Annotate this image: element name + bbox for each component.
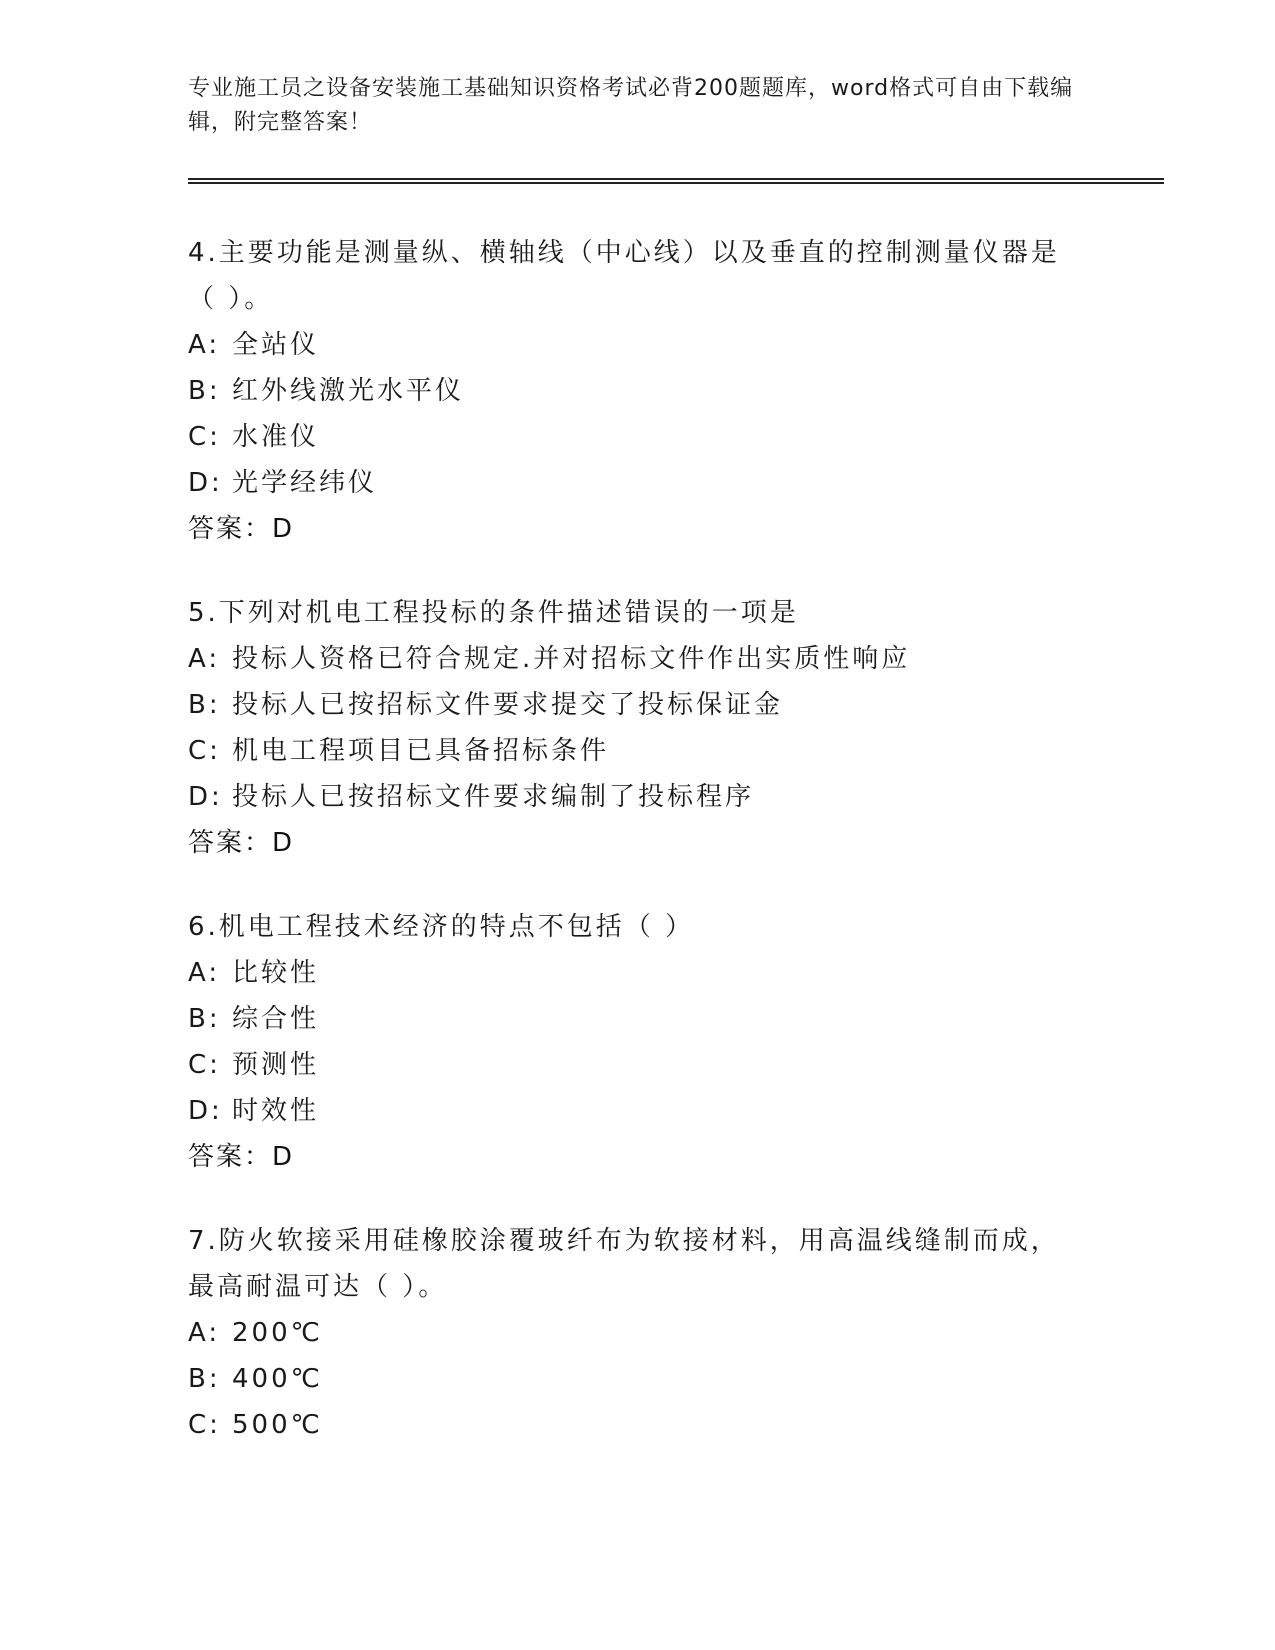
option-text: 综合性	[232, 1004, 320, 1034]
option-key: A:	[188, 644, 221, 674]
option-b	[188, 996, 1088, 1042]
option-c	[188, 1402, 1088, 1448]
option-text: 红外线激光水平仪	[232, 376, 465, 406]
question-4	[188, 230, 1088, 552]
question-stem: 5.下列对机电工程投标的条件描述错误的一项是	[188, 598, 799, 628]
option-text: 投标人已按招标文件要求编制了投标程序	[232, 782, 755, 812]
question-6	[188, 904, 1088, 1180]
option-text: 预测性	[232, 1050, 320, 1080]
option-key: C:	[188, 736, 221, 766]
option-text: 投标人资格已符合规定.并对招标文件作出实质性响应	[232, 644, 911, 674]
option-text: 200℃	[232, 1318, 323, 1348]
option-text: 时效性	[232, 1096, 320, 1126]
option-key: B:	[188, 1364, 221, 1394]
option-text: 机电工程项目已具备招标条件	[232, 736, 610, 766]
answer-line: 答案：D	[188, 514, 295, 544]
option-key: A:	[188, 330, 221, 360]
option-b	[188, 1356, 1088, 1402]
document-header: 专业施工员之设备安装施工基础知识资格考试必背200题题库，word格式可自由下载编辑，附完整答案！	[188, 76, 1074, 135]
option-d	[188, 460, 1088, 506]
header-divider	[188, 178, 1164, 184]
option-key: C:	[188, 1050, 221, 1080]
question-5	[188, 590, 1088, 866]
question-7	[188, 1218, 1088, 1448]
option-key: B:	[188, 690, 221, 720]
option-key: A:	[188, 1318, 221, 1348]
option-text: 比较性	[232, 958, 320, 988]
option-a	[188, 322, 1088, 368]
option-text: 水准仪	[232, 422, 320, 452]
option-a	[188, 950, 1088, 996]
option-key: D:	[188, 468, 223, 498]
option-c	[188, 728, 1088, 774]
option-b	[188, 682, 1088, 728]
question-stem: 4.主要功能是测量纵、横轴线（中心线）以及垂直的控制测量仪器是（ ）。	[188, 238, 1060, 314]
option-key: D:	[188, 1096, 223, 1126]
option-c	[188, 414, 1088, 460]
option-d	[188, 774, 1088, 820]
question-list	[188, 230, 1088, 1486]
option-key: D:	[188, 782, 223, 812]
option-b	[188, 368, 1088, 414]
option-d	[188, 1088, 1088, 1134]
option-key: B:	[188, 376, 221, 406]
option-text: 投标人已按招标文件要求提交了投标保证金	[232, 690, 784, 720]
option-text: 全站仪	[232, 330, 320, 360]
option-key: C:	[188, 422, 221, 452]
option-a	[188, 636, 1088, 682]
option-key: B:	[188, 1004, 221, 1034]
option-a	[188, 1310, 1088, 1356]
question-stem: 6.机电工程技术经济的特点不包括（ ）	[188, 912, 695, 942]
option-text: 光学经纬仪	[232, 468, 378, 498]
option-key: A:	[188, 958, 221, 988]
option-text: 500℃	[232, 1410, 323, 1440]
answer-line: 答案：D	[188, 1142, 295, 1172]
option-key: C:	[188, 1410, 221, 1440]
option-text: 400℃	[232, 1364, 323, 1394]
answer-line: 答案：D	[188, 828, 295, 858]
question-stem: 7.防火软接采用硅橡胶涂覆玻纤布为软接材料，用高温线缝制而成，最高耐温可达（ ）。	[188, 1226, 1060, 1302]
option-c	[188, 1042, 1088, 1088]
